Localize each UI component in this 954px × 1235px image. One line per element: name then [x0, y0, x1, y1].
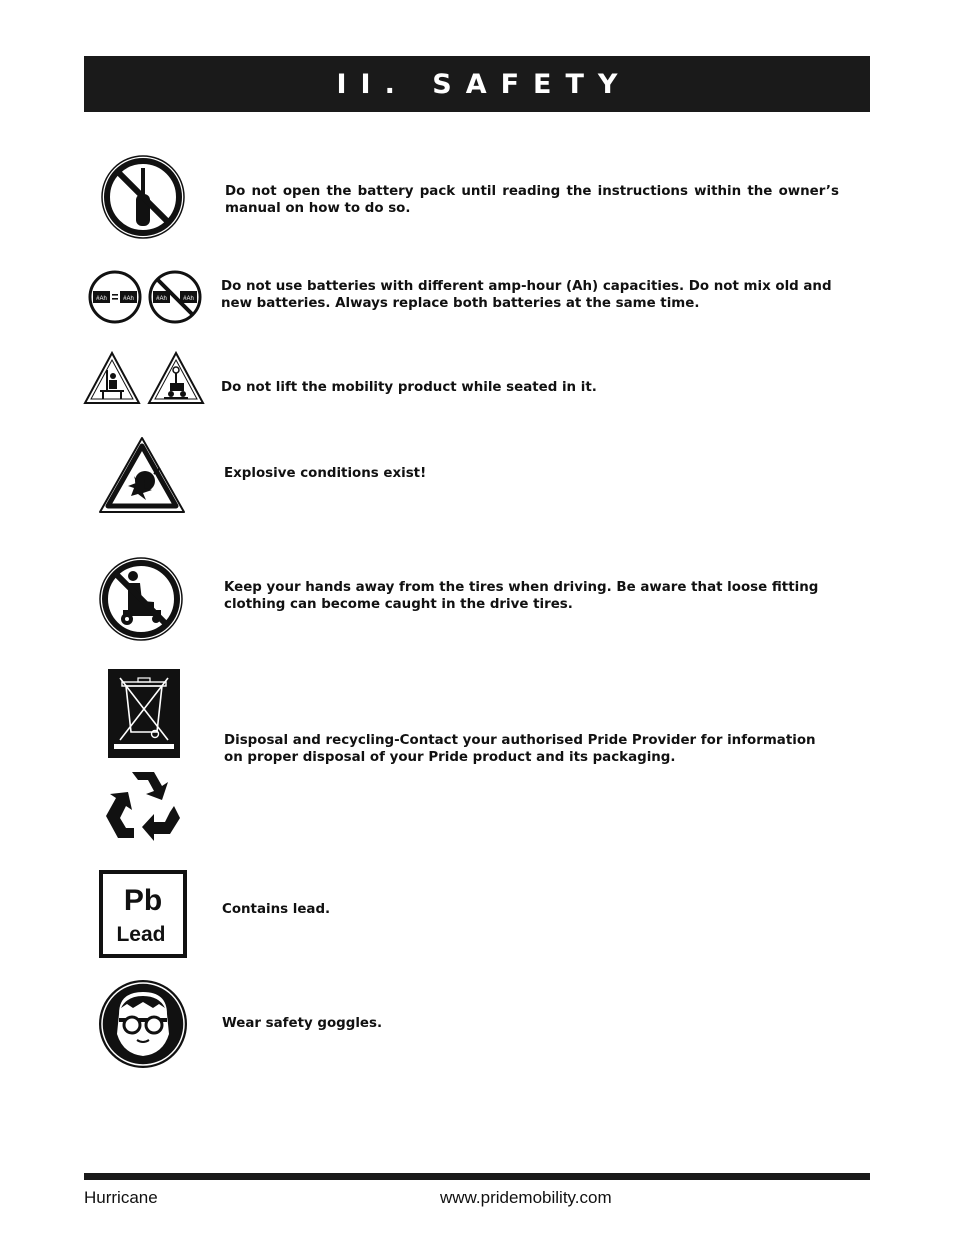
- safety-text: Contains lead.: [222, 902, 331, 917]
- explosion-warning-icon: [98, 436, 186, 514]
- crossed-bin-icon: [100, 668, 182, 760]
- safety-text: Disposal and recycling-Contact your authorised Pride Provider for information on proper disposal of your Pride product and its packaging.: [224, 733, 816, 765]
- footer-website: www.pridemobility.com: [440, 1188, 612, 1207]
- safety-text: Do not lift the mobility product while seated in it.: [221, 380, 597, 395]
- safety-goggles-icon: [97, 978, 189, 1070]
- page-title: II. SAFETY: [336, 68, 632, 100]
- footer-product-name: Hurricane: [84, 1188, 158, 1207]
- battery-label: #Ah: [123, 296, 134, 302]
- footer-rule: [84, 1173, 870, 1180]
- safety-text: Explosive conditions exist!: [224, 466, 427, 481]
- no-lift-seated-icon-2: [146, 350, 206, 406]
- safety-text: Keep your hands away from the tires when driving. Be aware that loose fitting clothing can become caught in the drive tires.: [224, 580, 819, 612]
- battery-label: #Ah: [183, 296, 194, 302]
- lead-symbol: Pb: [123, 884, 163, 917]
- no-screwdriver-icon: [100, 154, 186, 240]
- recycle-icon: [102, 764, 184, 844]
- safety-text: Wear safety goggles.: [222, 1016, 383, 1031]
- keep-hands-away-tires-icon: [98, 556, 184, 642]
- safety-text: Do not open the battery pack until reading the instructions within the owner’s manual on how to do so.: [225, 184, 839, 216]
- lead-word: Lead: [116, 923, 166, 946]
- no-lift-seated-icon: [82, 350, 142, 406]
- safety-text: Do not use batteries with different amp-hour (Ah) capacities. Do not mix old and new batteries. Always replace both batteries at the same time.: [221, 279, 832, 311]
- battery-mismatch-icon: [148, 270, 202, 324]
- battery-amp-hour-icon: [88, 270, 142, 324]
- section-header: [84, 56, 870, 112]
- lead-icon: [99, 870, 187, 958]
- battery-label: #Ah: [156, 296, 167, 302]
- battery-label: #Ah: [96, 296, 107, 302]
